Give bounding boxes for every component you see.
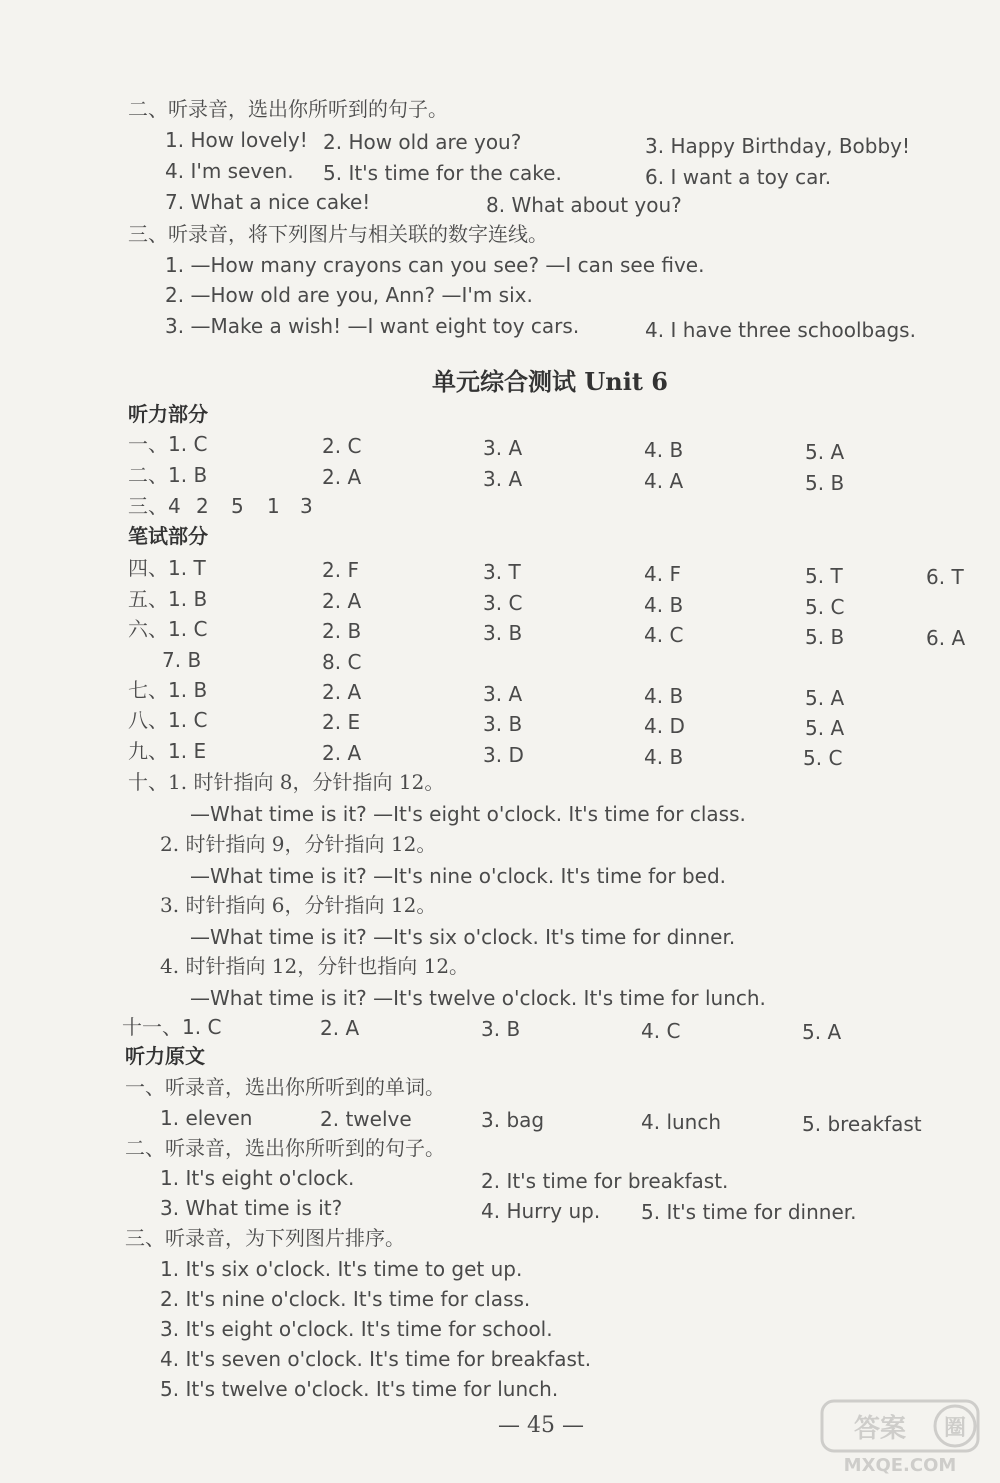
page-number: — 45 —: [498, 1413, 584, 1438]
transcript-section-heading: 一、听录音，选出你所听到的单词。: [125, 1075, 445, 1099]
s10-question: 十、1. 时针指向 8，分针指向 12。: [128, 770, 445, 794]
list-item: 4. I have three schoolbags.: [645, 318, 916, 342]
answer: 3. D: [483, 743, 524, 767]
list-item: 5. It's time for dinner.: [641, 1200, 857, 1224]
answer: 2. A: [322, 680, 362, 704]
s10-answer: —What time is it? —It's nine o'clock. It's time for bed.: [190, 864, 727, 888]
answer: 二、1. B: [128, 463, 208, 487]
list-item: 3. What time is it?: [160, 1196, 343, 1220]
answer: 6. A: [926, 626, 966, 650]
list-item: 2. How old are you?: [323, 130, 522, 154]
answer: 5: [231, 494, 244, 518]
list-item: 7. What a nice cake!: [165, 190, 371, 214]
answer: 3. B: [483, 712, 523, 736]
list-item: 5. It's twelve o'clock. It's time for lunch.: [160, 1377, 559, 1401]
answer: 2. A: [322, 741, 362, 765]
s10-question: 2. 时针指向 9，分针指向 12。: [160, 832, 437, 856]
answer: 2. A: [322, 465, 362, 489]
answer: 3: [300, 494, 313, 518]
answer: 5. C: [803, 746, 843, 770]
answer: 6. T: [926, 565, 964, 589]
list-item: 2. —How old are you, Ann? —I'm six.: [165, 283, 533, 307]
svg-text:MXQE.COM: MXQE.COM: [843, 1455, 957, 1476]
answer: 2. F: [322, 558, 359, 582]
answer: 2. B: [322, 619, 362, 643]
list-item: 1. It's eight o'clock.: [160, 1166, 355, 1190]
transcript-section-heading: 三、听录音，为下列图片排序。: [125, 1226, 405, 1250]
list-item: 1. It's six o'clock. It's time to get up.: [160, 1257, 523, 1281]
answer: 3. T: [483, 560, 521, 584]
list-item: 4. I'm seven.: [165, 159, 294, 183]
s10-answer: —What time is it? —It's twelve o'clock. It's time for lunch.: [190, 986, 766, 1010]
list-item: 1. How lovely!: [165, 128, 308, 152]
list-item: 4. lunch: [641, 1110, 722, 1134]
answer: 3. C: [483, 591, 523, 615]
answer: 2: [196, 494, 209, 518]
answer: 4. C: [641, 1019, 681, 1043]
list-item: 5. breakfast: [802, 1112, 922, 1136]
answer: 4. B: [644, 745, 684, 769]
answer: 5. A: [805, 686, 845, 710]
answer: 5. B: [805, 625, 845, 649]
answer: 七、1. B: [128, 678, 208, 702]
list-item: 1. eleven: [160, 1106, 253, 1130]
list-item: 8. What about you?: [486, 193, 682, 217]
svg-text:答案: 答案: [853, 1414, 907, 1444]
unit-title: 单元综合测试 Unit 6: [432, 367, 668, 396]
answer: 3. B: [483, 621, 523, 645]
answer: 五、1. B: [128, 587, 208, 611]
answer: 5. T: [805, 564, 843, 588]
answer: 一、1. C: [128, 432, 208, 456]
answer: 六、1. C: [128, 617, 208, 641]
answer: 4. B: [644, 438, 684, 462]
answer: 3. A: [483, 436, 523, 460]
answer: 5. A: [802, 1020, 842, 1044]
writing-part-heading: 笔试部分: [128, 524, 208, 548]
answer: 三、4: [128, 494, 181, 518]
answer: 四、1. T: [128, 556, 206, 580]
list-item: 4. Hurry up.: [481, 1199, 601, 1223]
section-2-heading: 二、听录音，选出你所听到的句子。: [128, 97, 448, 121]
answer: 2. C: [322, 434, 362, 458]
list-item: 2. It's nine o'clock. It's time for class.: [160, 1287, 531, 1311]
list-item: 6. I want a toy car.: [645, 165, 832, 189]
section-3-heading: 三、听录音，将下列图片与相关联的数字连线。: [128, 222, 548, 246]
answer: 8. C: [322, 650, 362, 674]
answer: 4. F: [644, 562, 681, 586]
list-item: 5. It's time for the cake.: [323, 161, 562, 185]
answer: 4. B: [644, 593, 684, 617]
watermark-logo: [820, 1399, 980, 1477]
answer: 3. A: [483, 682, 523, 706]
list-item: 3. Happy Birthday, Bobby!: [645, 134, 911, 158]
answer: 八、1. C: [128, 708, 208, 732]
list-item: 3. It's eight o'clock. It's time for school.: [160, 1317, 553, 1341]
list-item: 3. —Make a wish! —I want eight toy cars.: [165, 314, 580, 338]
answer: 2. E: [322, 710, 361, 734]
answer: 5. A: [805, 716, 845, 740]
answer: 4. D: [644, 714, 685, 738]
answer: 4. C: [644, 623, 684, 647]
answer: 3. B: [481, 1017, 521, 1041]
transcript-section-heading: 二、听录音，选出你所听到的句子。: [125, 1136, 445, 1160]
svg-text:圈: 圈: [943, 1416, 967, 1441]
list-item: 2. It's time for breakfast.: [481, 1169, 729, 1193]
list-item: 2. twelve: [320, 1107, 412, 1131]
answer: 2. A: [320, 1016, 360, 1040]
answer: 十一、1. C: [122, 1015, 222, 1039]
answer: 5. A: [805, 440, 845, 464]
s10-question: 4. 时针指向 12，分针也指向 12。: [160, 954, 470, 978]
s10-answer: —What time is it? —It's six o'clock. It's time for dinner.: [190, 925, 736, 949]
answer: 4. B: [644, 684, 684, 708]
answer: 3. A: [483, 467, 523, 491]
s10-question: 3. 时针指向 6，分针指向 12。: [160, 893, 437, 917]
transcript-heading: 听力原文: [125, 1044, 205, 1068]
answer: 2. A: [322, 589, 362, 613]
answer: 5. B: [805, 471, 845, 495]
listening-part-heading: 听力部分: [128, 402, 208, 426]
list-item: 3. bag: [481, 1108, 545, 1132]
list-item: 4. It's seven o'clock. It's time for breakfast.: [160, 1347, 592, 1371]
answer: 九、1. E: [128, 739, 207, 763]
answer: 7. B: [162, 648, 202, 672]
answer: 1: [267, 494, 280, 518]
answer: 4. A: [644, 469, 684, 493]
answer: 5. C: [805, 595, 845, 619]
s10-answer: —What time is it? —It's eight o'clock. It's time for class.: [190, 802, 746, 826]
list-item: 1. —How many crayons can you see? —I can see five.: [165, 253, 705, 277]
